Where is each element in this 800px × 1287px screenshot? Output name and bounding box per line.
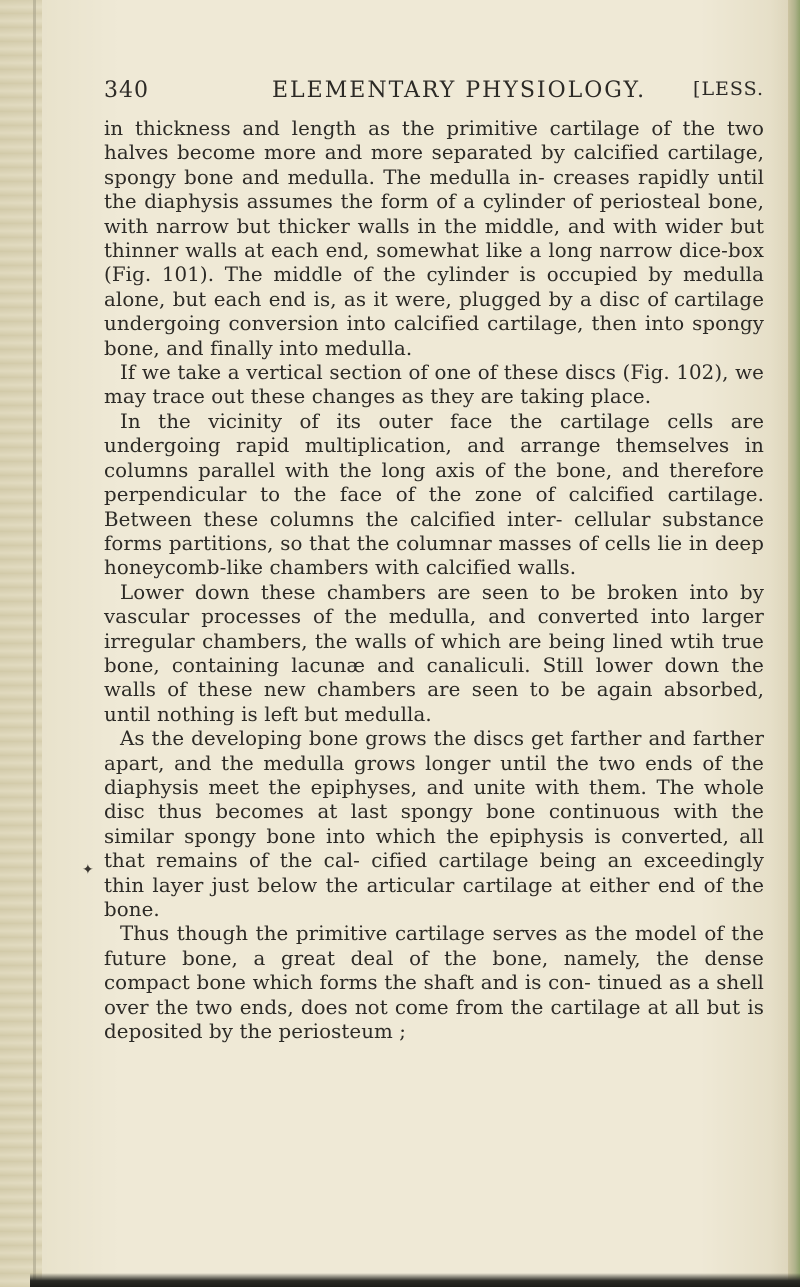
paragraph: Thus though the primitive cartilage serves as the model of the future bone, a great deal of the bone, namely, the dense compact bone which forms the shaft and is con- tinued as a shell over the two ends, does not come from the cartilage at all but is deposited by the periosteum ;: [104, 922, 764, 1044]
paragraph: Lower down these chambers are seen to be broken into by vascular processes of the medulla, and converted into larger irregular chambers, the walls of which are being lined wtih true bone, containing lacunæ and canaliculi. Still lower down the walls of these new chambers are seen to be again absorbed, until nothing is left but medulla.: [104, 580, 764, 726]
paragraph: In the vicinity of its outer face the cartilage cells are undergoing rapid multiplication, and arrange themselves in columns parallel with the long axis of the bone, and therefore perpendicular to the face of the zone of calcified cartilage. Between these columns the calcified inter- cellular substance forms partitions, so that the columnar masses of cells lie in deep honeycomb-like chambers with calcified walls.: [104, 409, 764, 580]
page-edge-right: [788, 0, 800, 1287]
lesson-label: [LESS.: [693, 78, 764, 100]
body-text: [104, 117, 764, 1044]
binding-gutter: [0, 0, 42, 1287]
paragraph: in thickness and length as the primitive cartilage of the two halves become more and more separated by calcified cartilage, spongy bone and medulla. The medulla in- creases rapidly until the diaphysis assumes the form of a cylinder of periosteal bone, with narrow but thicker walls in the middle, and with wider but thinner walls at each end, somewhat like a long narrow dice-box (Fig. 101). The middle of the cylinder is occupied by medulla alone, but each end is, as it were, plugged by a disc of cartilage undergoing conversion into calcified cartilage, then into spongy bone, and finally into medulla.: [104, 117, 764, 360]
margin-mark-icon: ✦: [82, 862, 94, 878]
running-title: ELEMENTARY PHYSIOLOGY.: [272, 78, 647, 103]
page-edge-bottom: [30, 1273, 800, 1287]
page-number: 340: [104, 78, 149, 103]
paragraph: As the developing bone grows the discs get farther and farther apart, and the medulla grows longer until the two ends of the diaphysis meet the epiphyses, and unite with them. The whole disc thus becomes at last spongy bone continuous with the similar spongy bone into which the epiphysis is converted, all that remains of the cal- cified cartilage being an exceedingly thin layer just below the articular cartilage at either end of the bone.: [104, 727, 764, 921]
running-header: [104, 78, 764, 110]
paragraph: If we take a vertical section of one of these discs (Fig. 102), we may trace out these changes as they are taking place.: [104, 361, 764, 409]
